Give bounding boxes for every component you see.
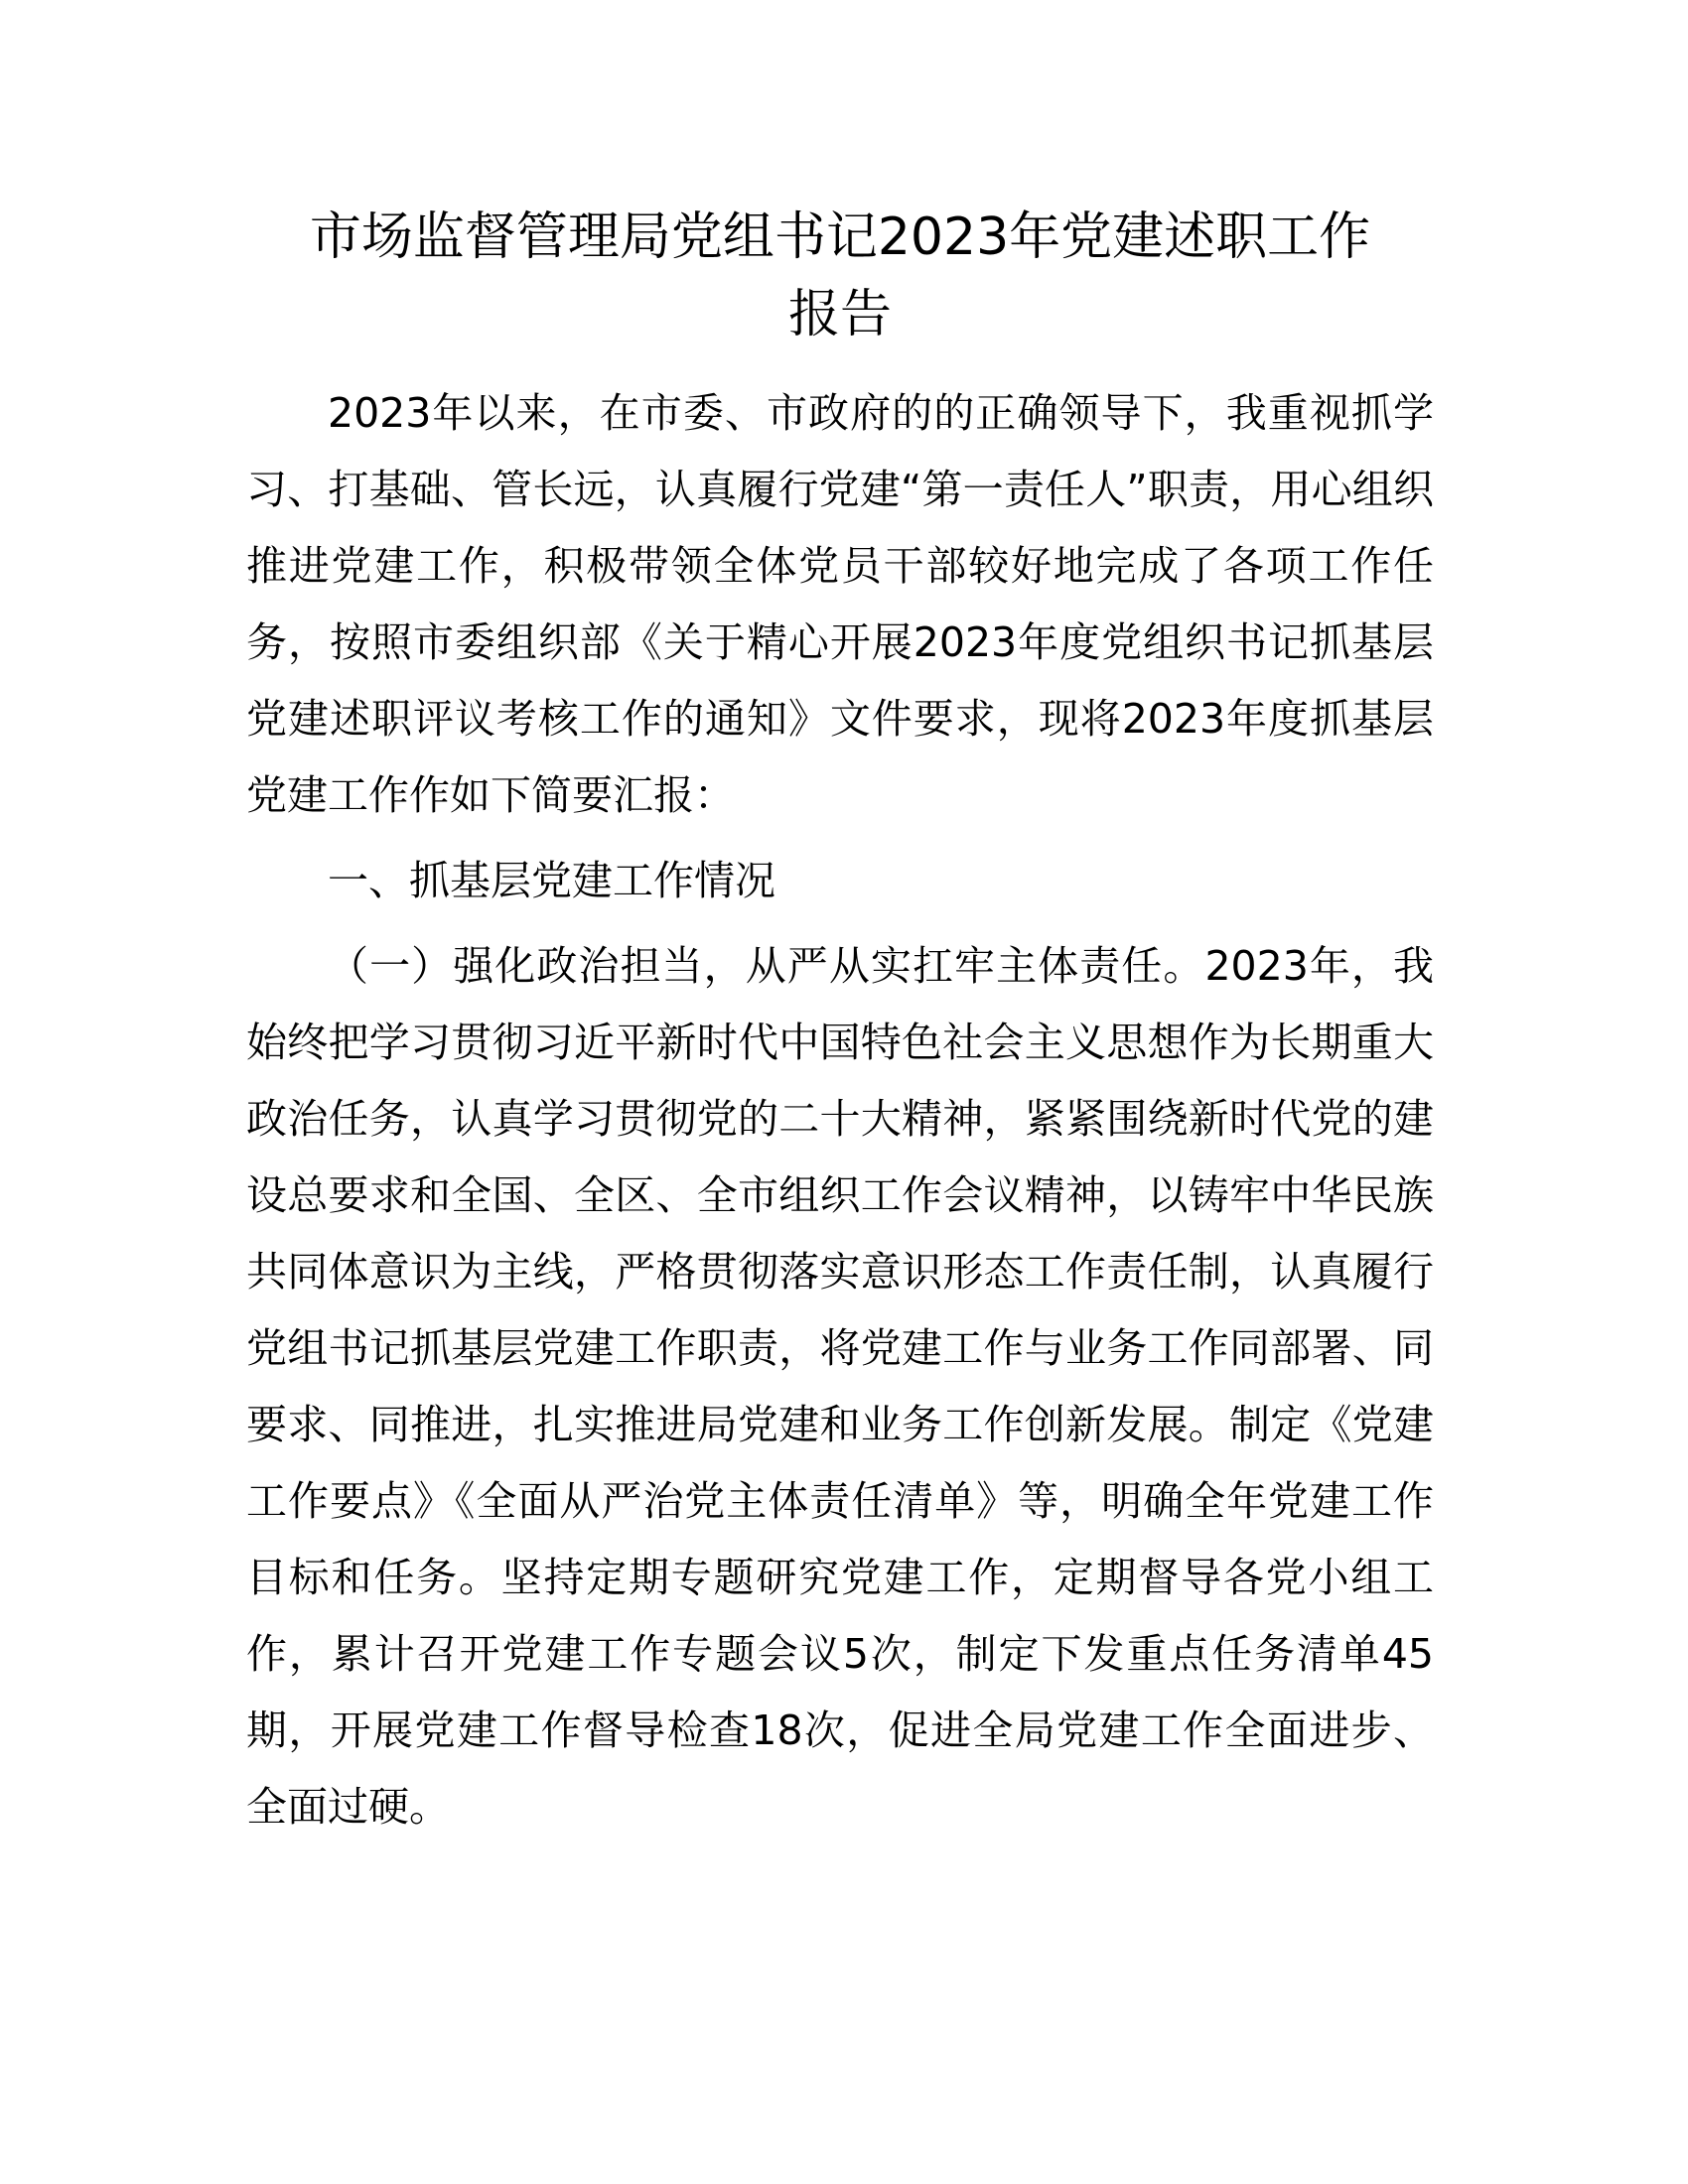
section-heading: 一、抓基层党建工作情况 <box>328 857 775 904</box>
title-line-1: 市场监督管理局党组书记2023年党建述职工作 <box>309 207 1371 267</box>
intro-paragraph: 2023年以来，在市委、市政府的的正确领导下，我重视抓学习、打基础、管长远，认真履行党建“第一责任人”职责，用心组织推进党建工作，积极带领全体党员干部较好地完成了各项工作任务，按照市委组织部《关于精心开展2023年度党组织书记抓基层党建述职评议考核工作的通知》文件要求，现将2023年度抓基层党建工作作如下简要汇报： <box>246 389 1434 819</box>
document-page <box>246 199 1434 1845</box>
section-paragraph: （一）强化政治担当，从严从实扛牢主体责任。2023年，我始终把学习贯彻习近平新时代中国特色社会主义思想作为长期重大政治任务，认真学习贯彻党的二十大精神，紧紧围绕新时代党的建设总要求和全国、全区、全市组织工作会议精神，以铸牢中华民族共同体意识为主线，严格贯彻落实意识形态工作责任制，认真履行党组书记抓基层党建工作职责，将党建工作与业务工作同部署、同要求、同推进，扎实推进局党建和业务工作创新发展。制定《党建工作要点》《全面从严治党主体责任清单》等，明确全年党建工作目标和任务。坚持定期专题研究党建工作，定期督导各党小组工作，累计召开党建工作专题会议5次，制定下发重点任务清单45期，开展党建工作督导检查18次，促进全局党建工作全面进步、全面过硬。 <box>246 942 1434 1831</box>
document-title <box>246 199 1434 353</box>
title-line-2: 报告 <box>787 285 892 344</box>
